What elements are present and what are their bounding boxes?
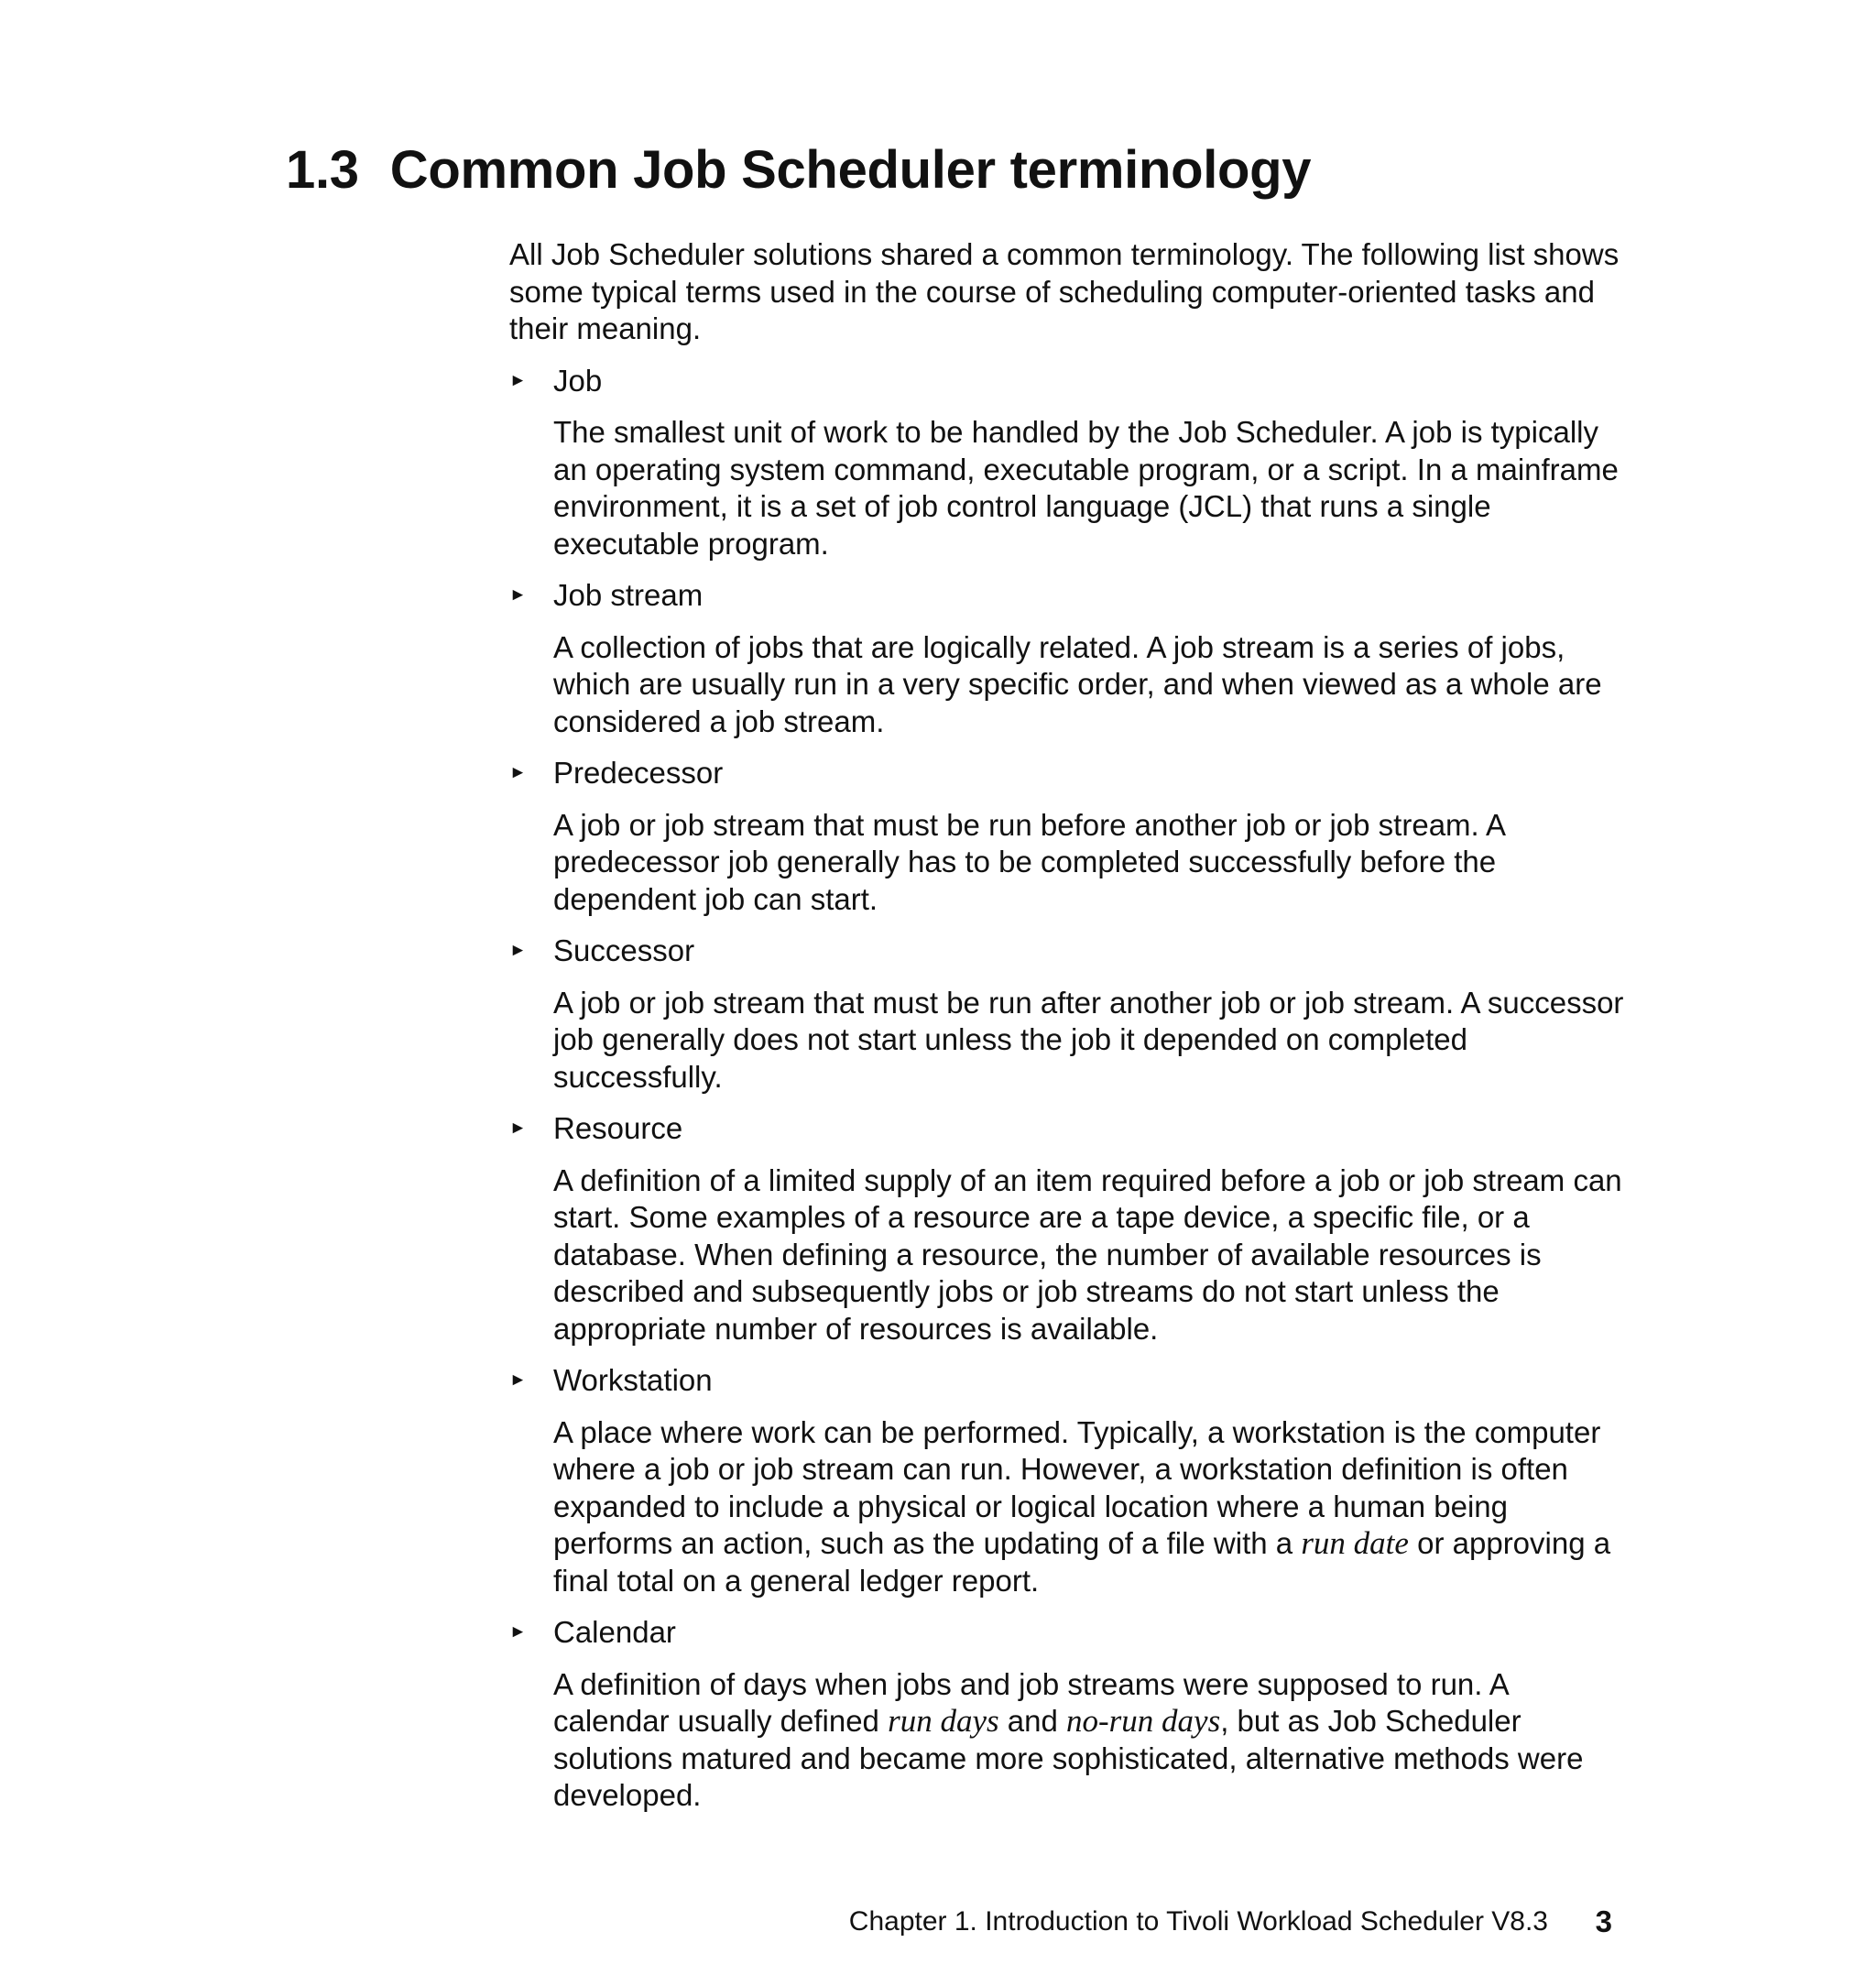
section-heading — [286, 137, 1311, 203]
term-row — [509, 933, 1627, 970]
term-label: Predecessor — [553, 756, 724, 790]
bullet-triangle-icon: ► — [509, 1622, 527, 1642]
term-item-successor — [509, 933, 1627, 1096]
term-item-predecessor — [509, 755, 1627, 918]
term-label: Job — [553, 363, 603, 398]
term-item-workstation — [509, 1362, 1627, 1599]
emphasized-term: run days — [888, 1703, 999, 1739]
term-row — [509, 1362, 1627, 1400]
term-item-job — [509, 363, 1627, 563]
term-description: A job or job stream that must be run before another job or job stream. A predecessor job generally has to be completed successfully before the dependent job can start. — [553, 807, 1505, 916]
term-description: A job or job stream that must be run after another job or job stream. A successor job generally does not start unless the job it depended on completed successfully. — [553, 985, 1624, 1094]
term-item-job-stream — [509, 577, 1627, 740]
bullet-triangle-icon: ► — [509, 763, 527, 782]
bullet-triangle-icon: ► — [509, 585, 527, 605]
term-description: The smallest unit of work to be handled by the Job Scheduler. A job is typically an operating system command, executable program, or a script. In a mainframe environment, it is a set of job control language (JCL) that runs a single executable program. — [553, 415, 1619, 561]
term-label: Resource — [553, 1111, 683, 1145]
bullet-triangle-icon: ► — [509, 941, 527, 960]
term-description — [509, 1666, 1627, 1815]
page-footer — [835, 1902, 1612, 1942]
section-number: 1.3 — [286, 140, 359, 200]
description-text: and — [998, 1704, 1067, 1738]
description-text: or approving a final total on a general ledger report. — [553, 1526, 1611, 1598]
term-row — [509, 577, 1627, 615]
intro-paragraph: All Job Scheduler solutions shared a common terminology. The following list shows some typical terms used in the course of scheduling computer-oriented tasks and their meaning. — [509, 237, 1620, 345]
term-label: Successor — [553, 933, 695, 967]
terminology-list — [509, 363, 1627, 1815]
term-label: Job stream — [553, 578, 704, 612]
description-text: A place where work can be performed. Typically, a workstation is the computer where a job or job stream can run. However, a workstation definition is often expanded to include a physical or logical location where a human being performs an action, such as the updating of a file with a — [553, 1414, 1601, 1560]
term-item-calendar — [509, 1614, 1627, 1815]
term-label: Calendar — [553, 1615, 676, 1649]
emphasized-term: run date — [1301, 1525, 1409, 1561]
section-title: Common Job Scheduler terminology — [389, 140, 1312, 200]
description-text: A definition of days when jobs and job streams were supposed to run. A calendar usually defined — [553, 1666, 1508, 1738]
bullet-triangle-icon: ► — [509, 1370, 527, 1390]
section-body — [509, 236, 1627, 1829]
bullet-triangle-icon: ► — [509, 1118, 527, 1138]
term-label: Workstation — [553, 1363, 713, 1397]
term-description: A definition of a limited supply of an item required before a job or job stream can start. Some examples of a resource are a tape device, a specific file, or a database. When defining a resource, the number of available resources is described and subsequently jobs or job streams do not start unless the appropriate number of resources is available. — [553, 1162, 1622, 1346]
page-number: 3 — [1595, 1904, 1612, 1938]
term-row — [509, 1614, 1627, 1652]
footer-chapter-title: Chapter 1. Introduction to Tivoli Workload Scheduler V8.3 — [848, 1906, 1548, 1937]
term-description: A collection of jobs that are logically related. A job stream is a series of jobs, which are usually run in a very specific order, and when viewed as a whole are considered a job stream. — [553, 629, 1602, 738]
term-row — [509, 1110, 1627, 1148]
bullet-triangle-icon: ► — [509, 370, 527, 390]
term-description — [509, 1414, 1627, 1600]
term-item-resource — [509, 1110, 1627, 1348]
term-row — [509, 755, 1627, 792]
emphasized-term: no-run days — [1066, 1703, 1221, 1739]
term-row — [509, 363, 1627, 400]
description-text: , but as Job Scheduler solutions matured and became more sophisticated, alternative methods were developed. — [553, 1704, 1584, 1812]
